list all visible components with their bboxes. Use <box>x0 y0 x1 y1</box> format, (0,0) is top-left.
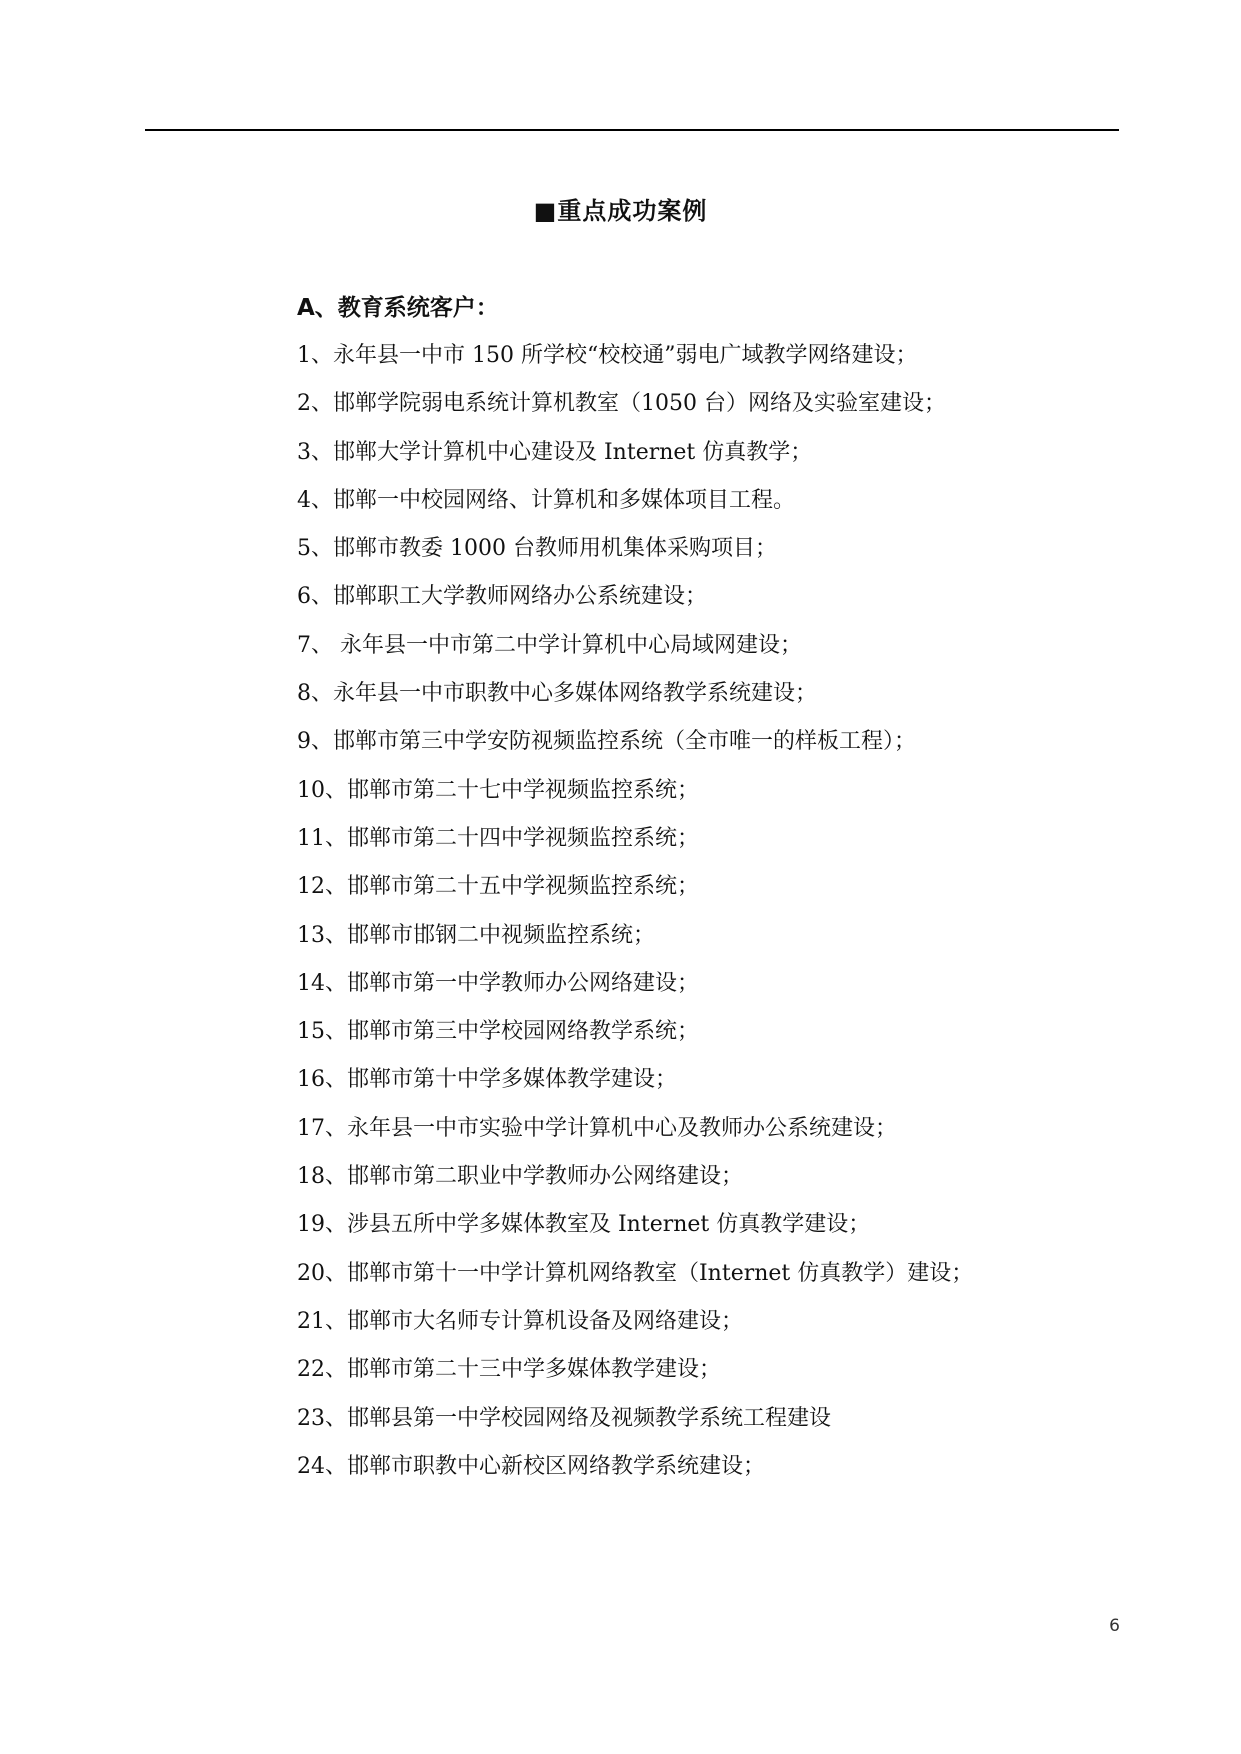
case-item: 21、邯郸市大名师专计算机设备及网络建设； <box>297 1308 743 1334</box>
page-number: 6 <box>1109 1616 1120 1636</box>
case-item: 24、邯郸市职教中心新校区网络教学系统建设； <box>297 1453 765 1479</box>
case-item: 5、邯郸市教委 1000 台教师用机集体采购项目； <box>297 536 777 562</box>
case-item: 13、邯郸市邯钢二中视频监控系统； <box>297 922 655 948</box>
content-area <box>297 290 1097 1497</box>
case-item: 23、邯郸县第一中学校园网络及视频教学系统工程建设 <box>297 1405 831 1431</box>
case-item: 4、邯郸一中校园网络、计算机和多媒体项目工程。 <box>297 487 795 513</box>
case-item: 12、邯郸市第二十五中学视频监控系统； <box>297 874 699 900</box>
case-item: 19、涉县五所中学多媒体教室及 Internet 仿真教学建设； <box>297 1212 871 1238</box>
case-item: 10、邯郸市第二十七中学视频监控系统； <box>297 777 699 803</box>
case-item: 11、邯郸市第二十四中学视频监控系统； <box>297 825 699 851</box>
section-title: ■重点成功案例 <box>533 197 708 225</box>
case-item: 8、永年县一中市职教中心多媒体网络教学系统建设； <box>297 681 817 707</box>
subsection-title: A、教育系统客户： <box>297 295 499 321</box>
case-list <box>297 338 1097 1497</box>
case-item: 6、邯郸职工大学教师网络办公系统建设； <box>297 584 707 610</box>
case-item: 3、邯郸大学计算机中心建设及 Internet 仿真教学； <box>297 439 813 465</box>
case-item: 20、邯郸市第十一中学计算机网络教室（Internet 仿真教学）建设； <box>297 1260 974 1286</box>
case-item: 9、邯郸市第三中学安防视频监控系统（全市唯一的样板工程）； <box>297 729 916 755</box>
header-rule <box>145 129 1119 131</box>
case-item: 16、邯郸市第十中学多媒体教学建设； <box>297 1067 677 1093</box>
case-item: 2、邯郸学院弱电系统计算机教室（1050 台）网络及实验室建设； <box>297 391 946 417</box>
case-item: 17、永年县一中市实验中学计算机中心及教师办公系统建设； <box>297 1115 897 1141</box>
case-item: 1、永年县一中市 150 所学校“校校通”弱电广域教学网络建设； <box>297 343 918 368</box>
case-item: 18、邯郸市第二职业中学教师办公网络建设； <box>297 1164 743 1190</box>
case-item: 7、 永年县一中市第二中学计算机中心局域网建设； <box>297 632 802 658</box>
case-item: 14、邯郸市第一中学教师办公网络建设； <box>297 970 699 996</box>
case-item: 15、邯郸市第三中学校园网络教学系统； <box>297 1019 699 1045</box>
case-item: 22、邯郸市第二十三中学多媒体教学建设； <box>297 1357 721 1383</box>
